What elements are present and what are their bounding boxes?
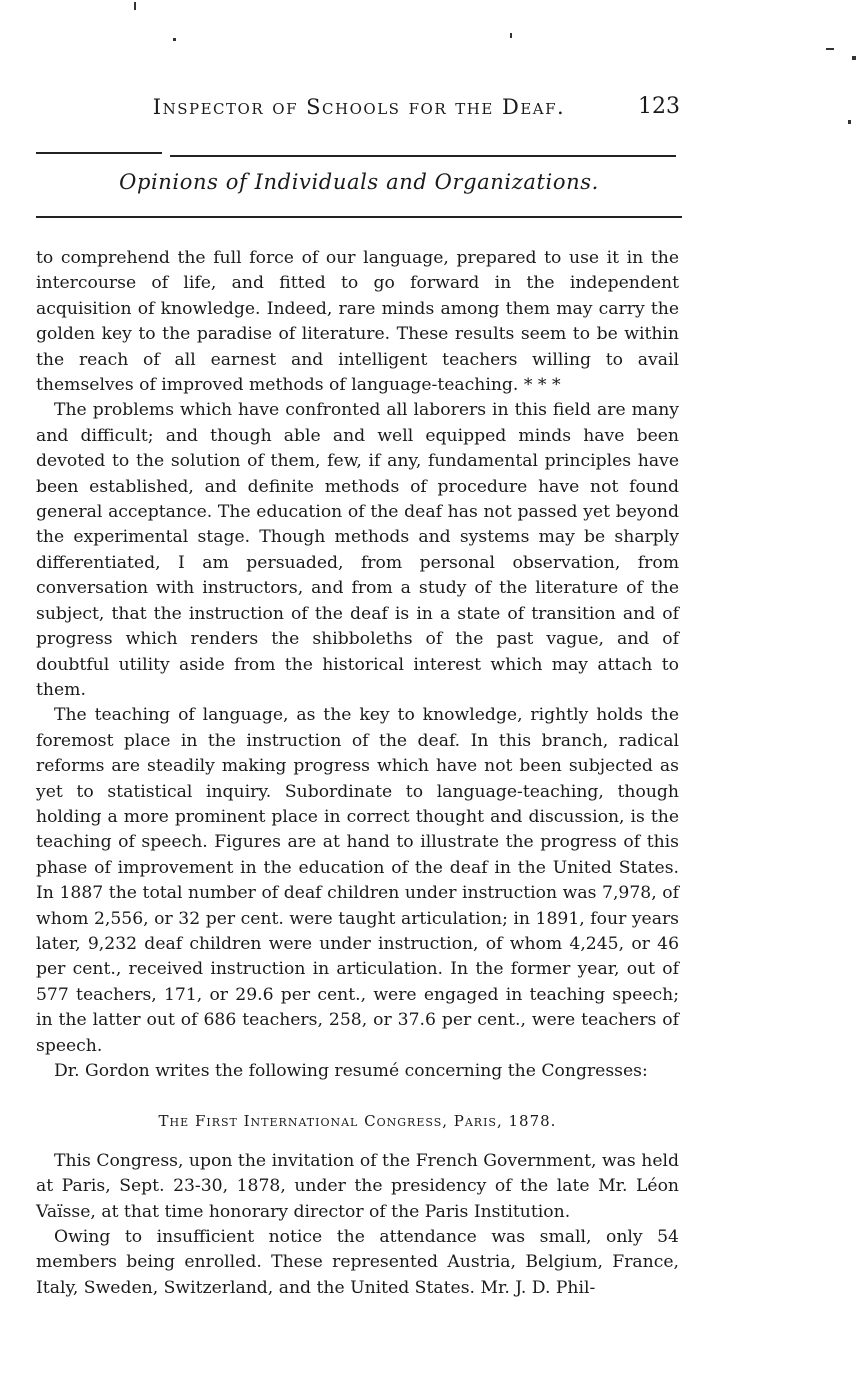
section-rule xyxy=(36,216,682,218)
scan-speck xyxy=(852,56,856,60)
paragraph-continued: to comprehend the full force of our language, prepared to use it in the intercourse of life, and fitted to go forward in the independent acquisition of knowledge. Indeed, rare minds among them may carry the golden key to the paradise of literature. These results seem to be within the reach of all earnest and intelligent teachers willing to avail themselves of improved methods of language-teaching. * * * xyxy=(36,248,679,396)
scan-speck xyxy=(134,2,136,10)
scan-speck xyxy=(173,38,176,41)
paragraph-continues: Owing to insufficient notice the attendance was small, only 54 members being enrolled. These represented Austria, Belgium, France, Italy, Sweden, Switzerland, and the United States. Mr. J. D. Phil- xyxy=(36,1227,679,1298)
paragraph: This Congress, upon the invitation of the French Government, was held at Paris, Sept. 23-30, 1878, under the presidency of the late Mr. Léon Vaïsse, at that time honorary director of the Paris Institution. xyxy=(36,1150,679,1222)
paragraph: Dr. Gordon writes the following resumé concerning the Congresses: xyxy=(54,1061,648,1081)
scan-speck xyxy=(826,48,834,50)
running-head xyxy=(36,92,682,126)
subsection-heading: The First International Congress, Paris, 1878. xyxy=(158,1112,557,1131)
running-title: Inspector of Schools for the Deaf. xyxy=(152,95,566,119)
page-number: 123 xyxy=(638,94,680,119)
paragraph: The teaching of language, as the key to knowledge, rightly holds the foremost place in the instruction of the deaf. In this branch, radical reforms are steadily making progress which have not been subjected as yet to statistical inquiry. Subordinate to language-teaching, though holding a more prominent place in correct thought and discussion, is the teaching of speech. Figures are at hand to illustrate the progress of this phase of improvement in the education of the deaf in the United States. In 1887 the total number of deaf children under instruction was 7,978, of whom 2,556, or 32 per cent. were taught articulation; in 1891, four years later, 9,232 deaf children were under instruction, of whom 4,245, or 46 per cent., received instruction in articulation. In the former year, out of 577 teachers, 171, or 29.6 per cent., were engaged in teaching speech; in the latter out of 686 teachers, 258, or 37.6 per cent., were teachers of speech. xyxy=(36,705,679,1056)
header-rule-right xyxy=(170,155,676,157)
paragraph: The problems which have confronted all laborers in this field are many and difficult; and though able and well equipped minds have been devoted to the solution of them, few, if any, fundamental principles have been established, and definite methods of procedure have not found general acceptance. The education of the deaf has not passed yet beyond the experimental stage. Though methods and systems may be sharply differentiated, I am persuaded, from personal observation, from conversation with instructors, and from a study of the literature of the subject, that the instruction of the deaf is in a state of transition and of progress which renders the shibboleths of the past vague, and of doubtful utility aside from the historical interest which may attach to them. xyxy=(36,400,679,700)
section-heading: Opinions of Individuals and Organizations. xyxy=(119,170,599,194)
scan-speck xyxy=(848,120,851,124)
body-text xyxy=(36,246,679,1301)
header-rule-left xyxy=(36,152,162,154)
scan-speck xyxy=(510,33,512,38)
